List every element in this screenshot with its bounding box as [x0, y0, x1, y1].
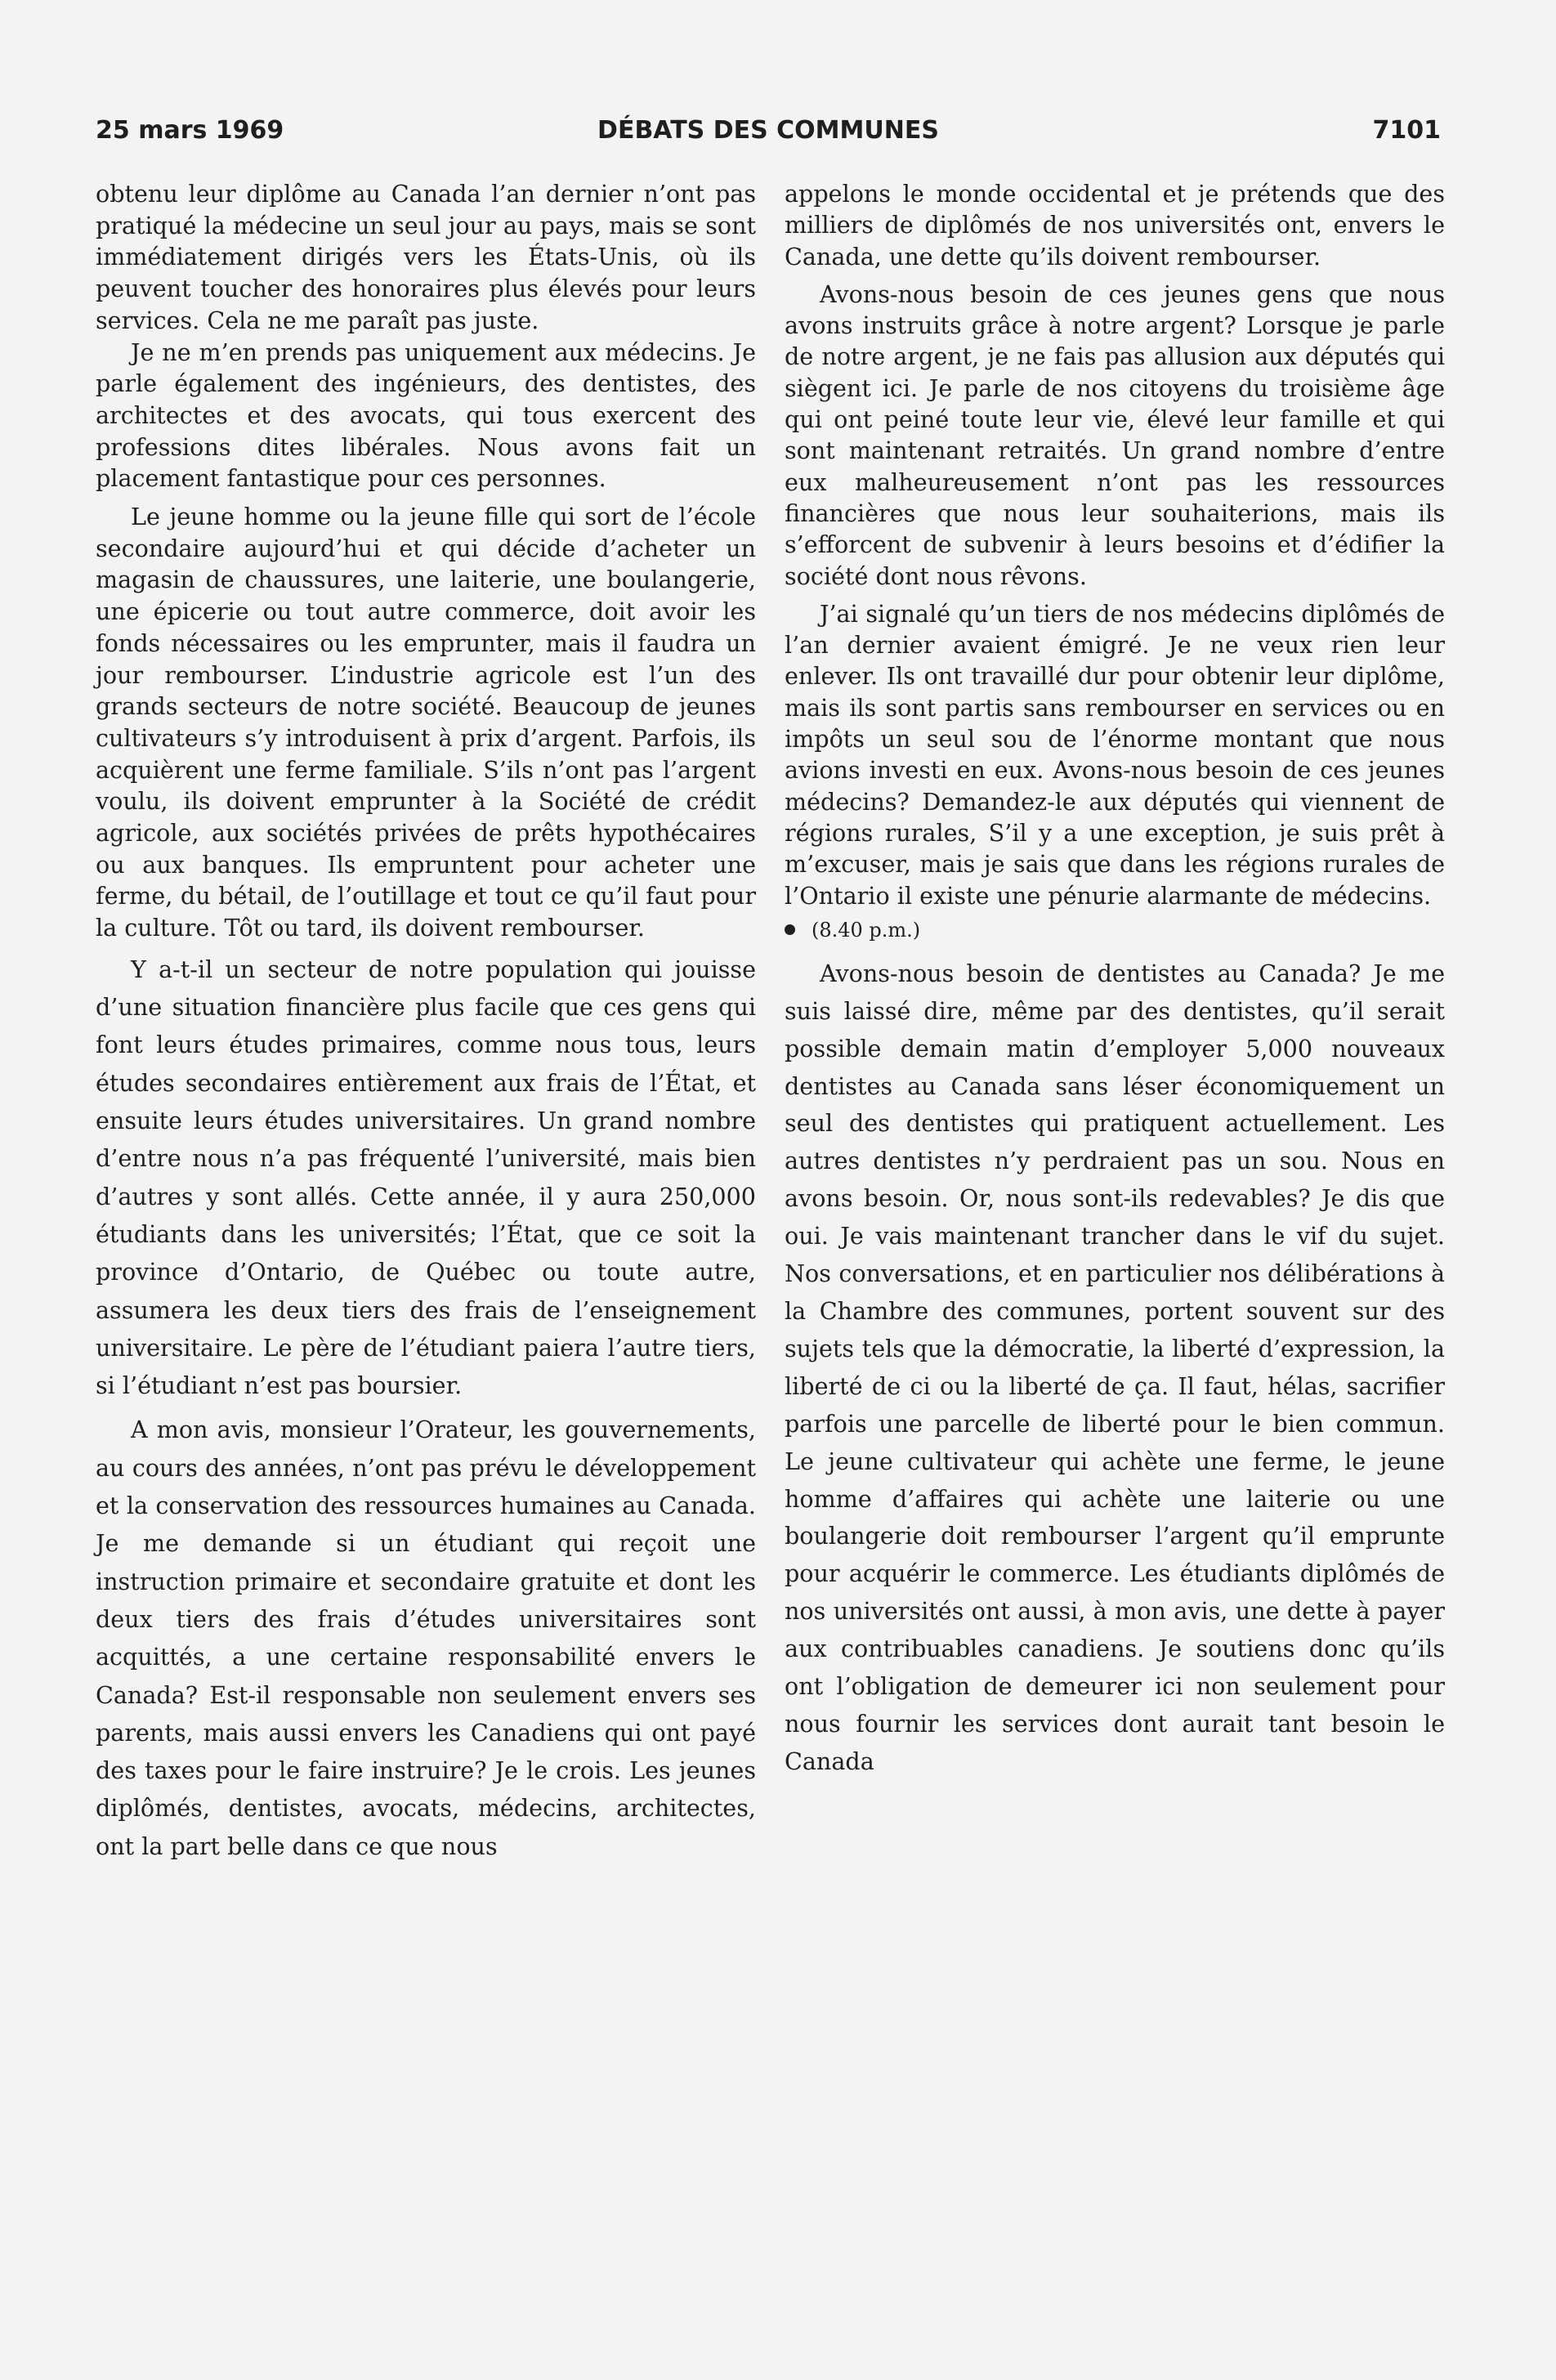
left-column — [96, 178, 756, 1865]
paragraph: Avons-nous besoin de dentistes au Canada? Je me suis laissé dire, même par des dentistes, qu’il serait possible demain matin d’employer 5,000 nouveaux dentistes au Canada sans léser économiquement un seul des dentistes qui pratiquent actuellement. Les autres dentistes n’y perdraient pas un sou. Nous en avons besoin. Or, nous sont-ils redevables? Je dis que oui. Je vais maintenant trancher dans le vif du sujet. Nos conversations, et en particulier nos délibérations à la Chambre des communes, portent souvent sur des sujets tels que la démocratie, la liberté d’expression, la liberté de ci ou la liberté de ça. Il faut, hélas, sacrifier parfois une parcelle de liberté pour le bien commun. Le jeune cultivateur qui achète une ferme, le jeune homme d’affaires qui achète une laiterie ou une boulangerie doit rembourser l’argent qu’il emprunte pour acquérir le commerce. Les étudiants diplômés de nos universités ont aussi, à mon avis, une dette à payer aux contribuables canadiens. Je soutiens donc qu’ils ont l’obligation de demeurer ici non seulement pour nous fournir les services dont aurait tant besoin le Canada — [785, 959, 1445, 1775]
paragraph: J’ai signalé qu’un tiers de nos médecins diplômés de l’an dernier avaient émigré. Je ne veux rien leur enlever. Ils ont travaillé dur pour obtenir leur diplôme, mais ils sont partis sans rembourser en services ou en impôts un seul sou de l’énorme montant que nous avions investi en eux. Avons-nous besoin de ces jeunes médecins? Demandez-le aux députés qui viennent de régions rurales, S’il y a une exception, je suis prêt à m’excuser, mais je sais que dans les régions rurales de l’Ontario il existe une pénurie alarmante de médecins. — [785, 599, 1445, 910]
timestamp-text: (8.40 p.m.) — [812, 918, 921, 942]
paragraph: Le jeune homme ou la jeune fille qui sort de l’école secondaire aujourd’hui et qui décide d’acheter un magasin de chaussures, une laiterie, une boulangerie, une épicerie ou tout autre commerce, doit avoir les fonds nécessaires ou les emprunter, mais il faudra un jour rembourser. L’industrie agricole est l’un des grands secteurs de notre société. Beaucoup de jeunes cultivateurs s’y introduisent à prix d’argent. Parfois, ils acquièrent une ferme familiale. S’ils n’ont pas l’argent voulu, ils doivent emprunter à la Société de crédit agricole, aux sociétés privées de prêts hypothécaires ou aux banques. Ils empruntent pour acheter une ferme, du bétail, de l’outillage et tout ce qu’il faut pour la culture. Tôt ou tard, ils doivent rembourser. — [96, 503, 756, 942]
timestamp — [785, 916, 1445, 944]
right-column-dense-block — [785, 178, 1445, 911]
page-number: 7101 — [1372, 116, 1441, 145]
paragraph: appelons le monde occidental et je prétends que des milliers de diplômés de nos universités ont, envers le Canada, une dette qu’ils doivent rembourser. — [785, 180, 1445, 271]
left-column-dense-block — [96, 178, 756, 944]
paragraph: A mon avis, monsieur l’Orateur, les gouvernements, au cours des années, n’ont pas prévu le développement et la conservation des ressources humaines au Canada. Je me demande si un étudiant qui reçoit une instruction primaire et secondaire gratuite et dont les deux tiers des frais d’études universitaires sont acquittés, a une certaine responsabilité envers le Canada? Est-il responsable non seulement envers ses parents, mais aussi envers les Canadiens qui ont payé des taxes pour le faire instruire? Je le crois. Les jeunes diplômés, dentistes, avocats, médecins, architectes, ont la part belle dans ce que nous — [96, 1416, 756, 1860]
paragraph: Avons-nous besoin de ces jeunes gens que nous avons instruits grâce à notre argent? Lorsque je parle de notre argent, je ne fais pas allusion aux députés qui siègent ici. Je parle de nos citoyens du troisième âge qui ont peiné toute leur vie, élevé leur famille et qui sont maintenant retraités. Un grand nombre d’entre eux malheureusement n’ont pas les ressources financières que nous leur souhaiterions, mais ils s’efforcent de subvenir à leurs besoins et d’édifier la société dont nous rêvons. — [785, 280, 1445, 590]
page-header — [96, 116, 1441, 154]
paragraph: obtenu leur diplôme au Canada l’an dernier n’ont pas pratiqué la médecine un seul jour au pays, mais se sont immédiatement dirigés vers les États-Unis, où ils peuvent toucher des honoraires plus élevés pour leurs services. Cela ne me paraît pas juste. — [96, 180, 756, 334]
right-column — [785, 178, 1445, 1781]
paragraph: Y a-t-il un secteur de notre population qui jouisse d’une situation financière plus facile que ces gens qui font leurs études primaires, comme nous tous, leurs études secondaires entièrement aux frais de l’État, et ensuite leurs études universitaires. Un grand nombre d’entre nous n’a pas fréquenté l’université, mais bien d’autres y sont allés. Cette année, il y aura 250,000 étudiants dans les universités; l’État, que ce soit la province d’Ontario, de Québec ou toute autre, assumera les deux tiers des frais de l’enseignement universitaire. Le père de l’étudiant paiera l’autre tiers, si l’étudiant n’est pas boursier. — [96, 955, 756, 1400]
header-date: 25 mars 1969 — [96, 116, 284, 145]
bullet-icon — [785, 924, 795, 935]
header-title: DÉBATS DES COMMUNES — [597, 116, 939, 145]
paragraph: Je ne m’en prends pas uniquement aux médecins. Je parle également des ingénieurs, des dentistes, des architectes et des avocats, qui tous exercent des professions dites libérales. Nous avons fait un placement fantastique pour ces personnes. — [96, 338, 756, 493]
